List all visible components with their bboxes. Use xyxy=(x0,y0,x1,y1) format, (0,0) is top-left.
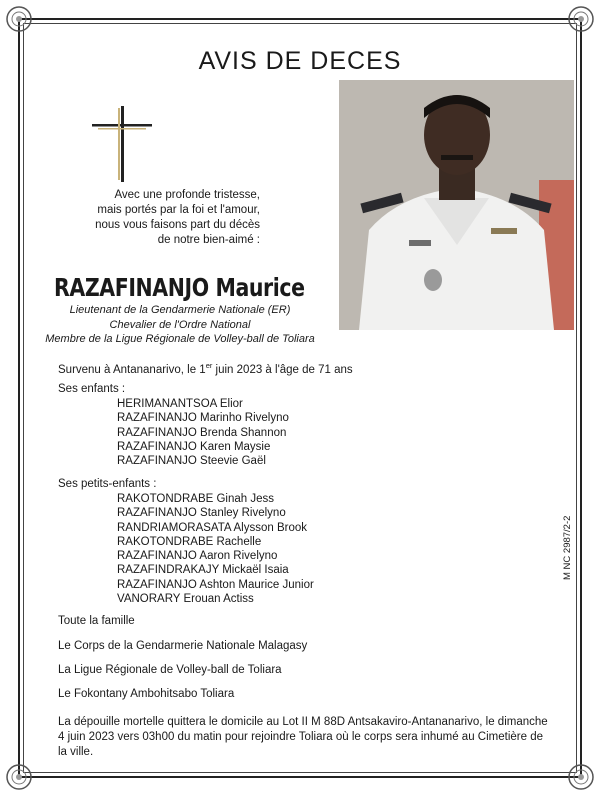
intro-line: Avec une profonde tristesse, xyxy=(114,189,260,201)
death-notice-line xyxy=(58,361,353,376)
intro-line: de notre bien-aimé : xyxy=(157,234,260,246)
list-item: RAKOTONDRABE Rachelle xyxy=(117,535,262,548)
cross-icon xyxy=(92,104,152,184)
title-line: Lieutenant de la Gendarmerie Nationale (ER) xyxy=(69,304,291,316)
intro-text xyxy=(40,188,260,248)
intro-line: nous vous faisons part du décès xyxy=(95,219,260,231)
list-item: HERIMANANTSOA Elior xyxy=(117,398,243,410)
list-item: RAZAFINANJO Karen Maysie xyxy=(117,440,271,453)
death-text-sup: er xyxy=(205,361,213,370)
list-item: RANDRIAMORASATA Alysson Brook xyxy=(117,521,308,534)
children-label: Ses enfants : xyxy=(58,383,126,395)
list-item: RAZAFINANJO Steevie Gaël xyxy=(117,455,266,468)
list-item: RAZAFINDRAKAJY Mickaël Isaia xyxy=(117,564,289,577)
funeral-details: La dépouille mortelle quittera le domicile au Lot II M 88D Antsakaviro-Antananarivo, le dimanche 4 juin 2023 vers 03h00 du matin pour rejoindre Toliara où le corps sera inhumé au Cimetière de la ville. xyxy=(58,716,548,758)
corner-ornament-icon xyxy=(566,762,596,792)
list-item: RAZAFINANJO Ashton Maurice Junior xyxy=(117,578,314,591)
reference-code: M NC 2987/2-2 xyxy=(562,515,573,580)
list-item: RAZAFINANJO Marinho Rivelyno xyxy=(117,412,289,425)
death-text-start: Survenu à Antananarivo, le 1 xyxy=(58,363,206,376)
children-list xyxy=(117,397,289,468)
corner-ornament-icon xyxy=(566,4,596,34)
death-text-end: juin 2023 à l'âge de 71 ans xyxy=(212,363,353,376)
honorific-titles xyxy=(45,303,315,347)
family-line: Toute la famille xyxy=(58,615,135,627)
title-line: Membre de la Ligue Régionale de Volley-ball de Toliara xyxy=(45,333,315,345)
list-item: RAZAFINANJO Aaron Rivelyno xyxy=(117,550,278,563)
portrait-photo xyxy=(339,80,574,330)
title-line: Chevalier de l'Ordre National xyxy=(109,318,251,331)
deceased-name: RAZAFINANJO Maurice xyxy=(54,273,305,302)
grandchildren-label: Ses petits-enfants : xyxy=(58,478,157,490)
list-item: RAZAFINANJO Stanley Rivelyno xyxy=(117,507,286,520)
org-line-gendarmerie: Le Corps de la Gendarmerie Nationale Malagasy xyxy=(58,640,308,652)
page-title: AVIS DE DECES xyxy=(198,47,402,75)
intro-line: mais portés par la foi et l'amour, xyxy=(97,204,260,216)
grandchildren-list xyxy=(117,492,314,606)
corner-ornament-icon xyxy=(4,762,34,792)
list-item: RAZAFINANJO Brenda Shannon xyxy=(117,426,287,439)
list-item: VANORARY Erouan Actiss xyxy=(117,593,254,606)
corner-ornament-icon xyxy=(4,4,34,34)
list-item: RAKOTONDRABE Ginah Jess xyxy=(117,493,275,505)
org-line-fokontany: Le Fokontany Ambohitsabo Toliara xyxy=(58,688,235,700)
org-line-volleyball: La Ligue Régionale de Volley-ball de Toliara xyxy=(58,664,282,676)
